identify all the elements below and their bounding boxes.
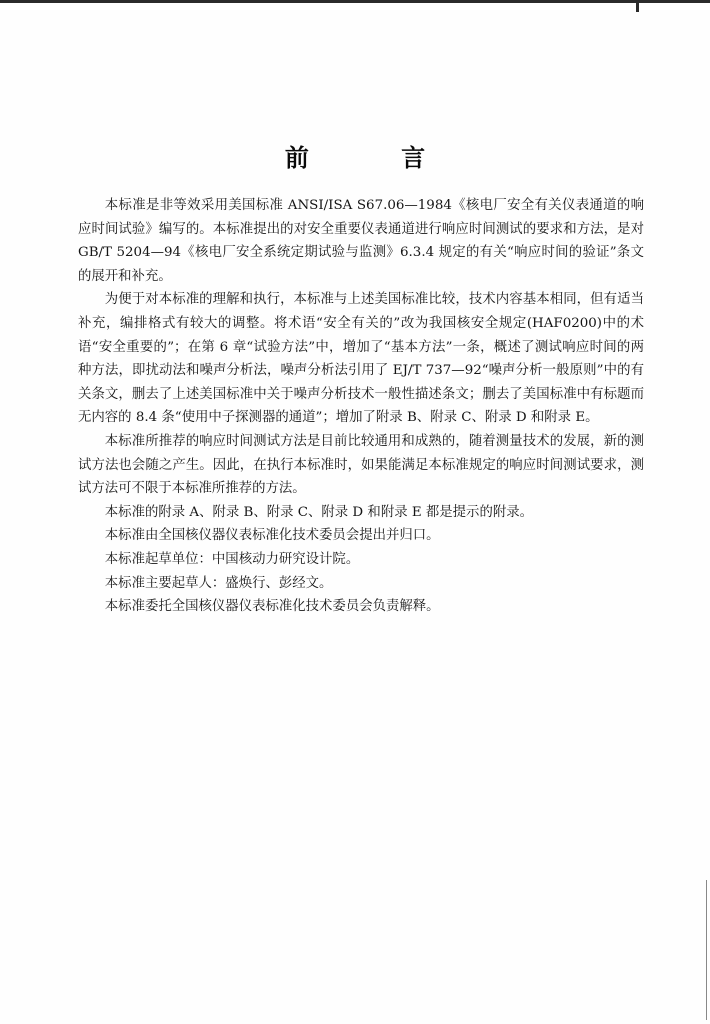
paragraph-changes: 为便于对本标准的理解和执行，本标准与上述美国标准比较，技术内容基本相同，但有适当补充，编排格式有较大的调整。将术语“安全有关的”改为我国核安全规定(HAF0200)中的术语“安全重要的”；在第 6 章“试验方法”中，增加了“基本方法”一条，概述了测试响应时间的两种方法，即扰动法和噪声分析法，噪声分析法引用了 EJ/T 737—92“噪声分析一般原则”中的有关条文，删去了上述美国标准中关于噪声分析技术一般性描述条文；删去了美国标准中有标题而无内容的 8.4 条“使用中子探测器的通道”；增加了附录 B、附录 C、附录 D 和附录 E。 [78,292,644,426]
scan-border-top [0,0,710,3]
paragraph-appendices: 本标准的附录 A、附录 B、附录 C、附录 D 和附录 E 都是提示的附录。 [104,504,534,520]
paragraph-adoption: 本标准是非等效采用美国标准 ANSI/ISA S67.06—1984《核电厂安全有关仪表通道的响应时间试验》编写的。本标准提出的对安全重要仪表通道进行响应时间测试的要求和方法，是对 GB/T 5204—94《核电厂安全系统定期试验与监测》6.3.4 规定的有关“响应时间的验证”条文的展开和补充。 [78,198,644,284]
paragraph-drafting-unit: 本标准起草单位：中国核动力研究设计院。 [104,551,360,567]
paragraph-drafters: 本标准主要起草人：盛焕行、彭经文。 [104,575,333,591]
scan-border-right [706,880,707,1020]
paragraph-interpretation: 本标准委托全国核仪器仪表标准化技术委员会负责解释。 [104,599,440,615]
paragraph-methods: 本标准所推荐的响应时间测试方法是目前比较通用和成熟的，随着测量技术的发展，新的测试方法也会随之产生。因此，在执行本标准时，如果能满足本标准规定的响应时间测试要求，测试方法可不限于本标准所推荐的方法。 [78,433,644,497]
page-title: 前 言 [284,144,468,172]
preface-body [78,194,644,619]
paragraph-proposer: 本标准由全国核仪器仪表标准化技术委员会提出并归口。 [104,528,440,544]
scan-border-mark [636,0,639,12]
